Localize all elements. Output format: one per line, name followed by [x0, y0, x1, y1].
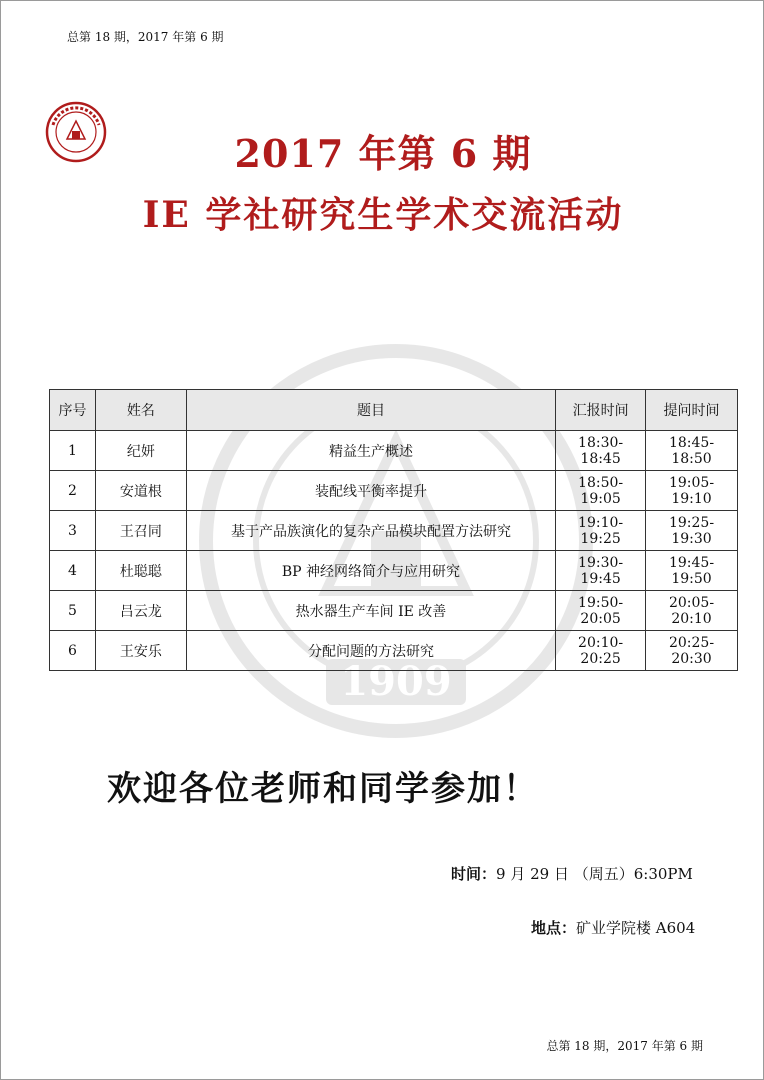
cell-topic: 基于产品族演化的复杂产品模块配置方法研究: [186, 511, 555, 551]
cell-report-time: 19:30-19:45: [556, 551, 646, 591]
cell-topic: 精益生产概述: [186, 431, 555, 471]
title-line-2: IE 学社研究生学术交流活动: [142, 194, 624, 236]
cell-name: 杜聪聪: [95, 551, 186, 591]
header-question-time: 提问时间: [646, 390, 738, 431]
cell-index: 1: [50, 431, 96, 471]
header-name: 姓名: [95, 390, 186, 431]
header-topic: 题目: [186, 390, 555, 431]
table-header-row: [50, 390, 738, 431]
cell-index: 2: [50, 471, 96, 511]
cell-name: 安道根: [95, 471, 186, 511]
cell-name: 吕云龙: [95, 591, 186, 631]
cell-report-time: 18:30-18:45: [556, 431, 646, 471]
header-issue-note: 总第 18 期，2017 年第 6 期: [67, 30, 224, 44]
schedule-table: [49, 389, 738, 671]
watermark-year: 1909: [340, 658, 452, 705]
cell-question-time: 19:25-19:30: [646, 511, 738, 551]
cell-topic: 分配问题的方法研究: [186, 631, 555, 671]
event-time-value: 9 月 29 日 （周五）6:30PM: [496, 865, 693, 883]
cell-report-time: 19:50-20:05: [556, 591, 646, 631]
footer-issue-note: 总第 18 期，2017 年第 6 期: [546, 1039, 703, 1053]
cell-topic: 热水器生产车间 IE 改善: [186, 591, 555, 631]
header-index: 序号: [50, 390, 96, 431]
cell-question-time: 19:45-19:50: [646, 551, 738, 591]
cell-name: 王召同: [95, 511, 186, 551]
event-time-label: 时间：: [451, 865, 497, 883]
header-report-time: 汇报时间: [556, 390, 646, 431]
cell-index: 4: [50, 551, 96, 591]
cell-name: 纪妍: [95, 431, 186, 471]
table-row: [50, 471, 738, 511]
event-place-label: 地点：: [531, 919, 577, 937]
cell-index: 5: [50, 591, 96, 631]
event-time: [451, 863, 693, 884]
cell-index: 3: [50, 511, 96, 551]
title-line-1: 2017 年第 6 期: [234, 131, 532, 176]
event-place-value: 矿业学院楼 A604: [576, 919, 696, 937]
event-place: [531, 917, 695, 938]
cell-question-time: 18:45-18:50: [646, 431, 738, 471]
cell-name: 王安乐: [95, 631, 186, 671]
cell-report-time: 19:10-19:25: [556, 511, 646, 551]
cell-question-time: 19:05-19:10: [646, 471, 738, 511]
table-row: [50, 591, 738, 631]
cell-topic: 装配线平衡率提升: [186, 471, 555, 511]
cell-topic: BP 神经网络简介与应用研究: [186, 551, 555, 591]
table-row: [50, 551, 738, 591]
welcome-message: 欢迎各位老师和同学参加！: [107, 769, 539, 809]
cell-report-time: 20:10-20:25: [556, 631, 646, 671]
table-row: [50, 631, 738, 671]
cell-index: 6: [50, 631, 96, 671]
table-row: [50, 511, 738, 551]
table-row: [50, 431, 738, 471]
cell-question-time: 20:25-20:30: [646, 631, 738, 671]
cell-question-time: 20:05-20:10: [646, 591, 738, 631]
cell-report-time: 18:50-19:05: [556, 471, 646, 511]
